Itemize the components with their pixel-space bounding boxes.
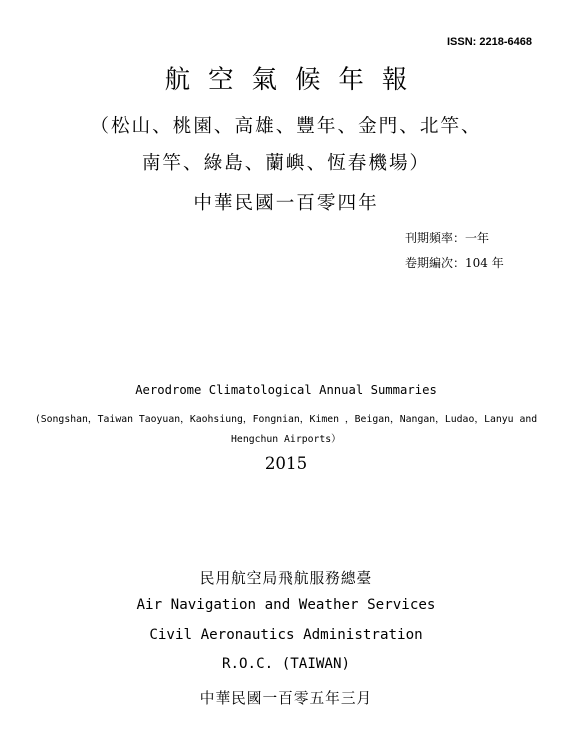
publication-frequency: 刊期頻率：一年 <box>405 231 490 245</box>
organization-name-chinese: 民用航空局飛航服務總臺 <box>199 570 373 587</box>
title-english: Aerodrome Climatological Annual Summaries <box>135 383 437 397</box>
organization-name-english-line2: Civil Aeronautics Administration <box>149 627 423 643</box>
organization-name-english-line1: Air Navigation and Weather Services <box>136 597 436 613</box>
subtitle-english-line1: (Songshan，Taiwan Taoyuan，Kaohsiung，Fongnian，Kimen ，Beigan，Nangan，Ludao，Lanyu and <box>34 414 538 425</box>
organization-country: R.O.C. (TAIWAN) <box>221 656 351 672</box>
publication-date-chinese: 中華民國一百零五年三月 <box>199 690 373 707</box>
subtitle-english-line2: Hengchun Airports） <box>231 434 341 445</box>
issn-number: ISSN: 2218-6468 <box>447 36 532 48</box>
year-english: 2015 <box>264 454 308 473</box>
subtitle-chinese-line1: （松山、桃園、高雄、豐年、金門、北竿、 <box>90 116 482 137</box>
publication-volume: 卷期編次：104 年 <box>405 256 504 270</box>
title-chinese: 航空氣候年報 <box>164 65 426 95</box>
subtitle-chinese-line2: 南竿、綠島、蘭嶼、恆春機場） <box>141 153 431 174</box>
year-chinese: 中華民國一百零四年 <box>193 193 379 214</box>
